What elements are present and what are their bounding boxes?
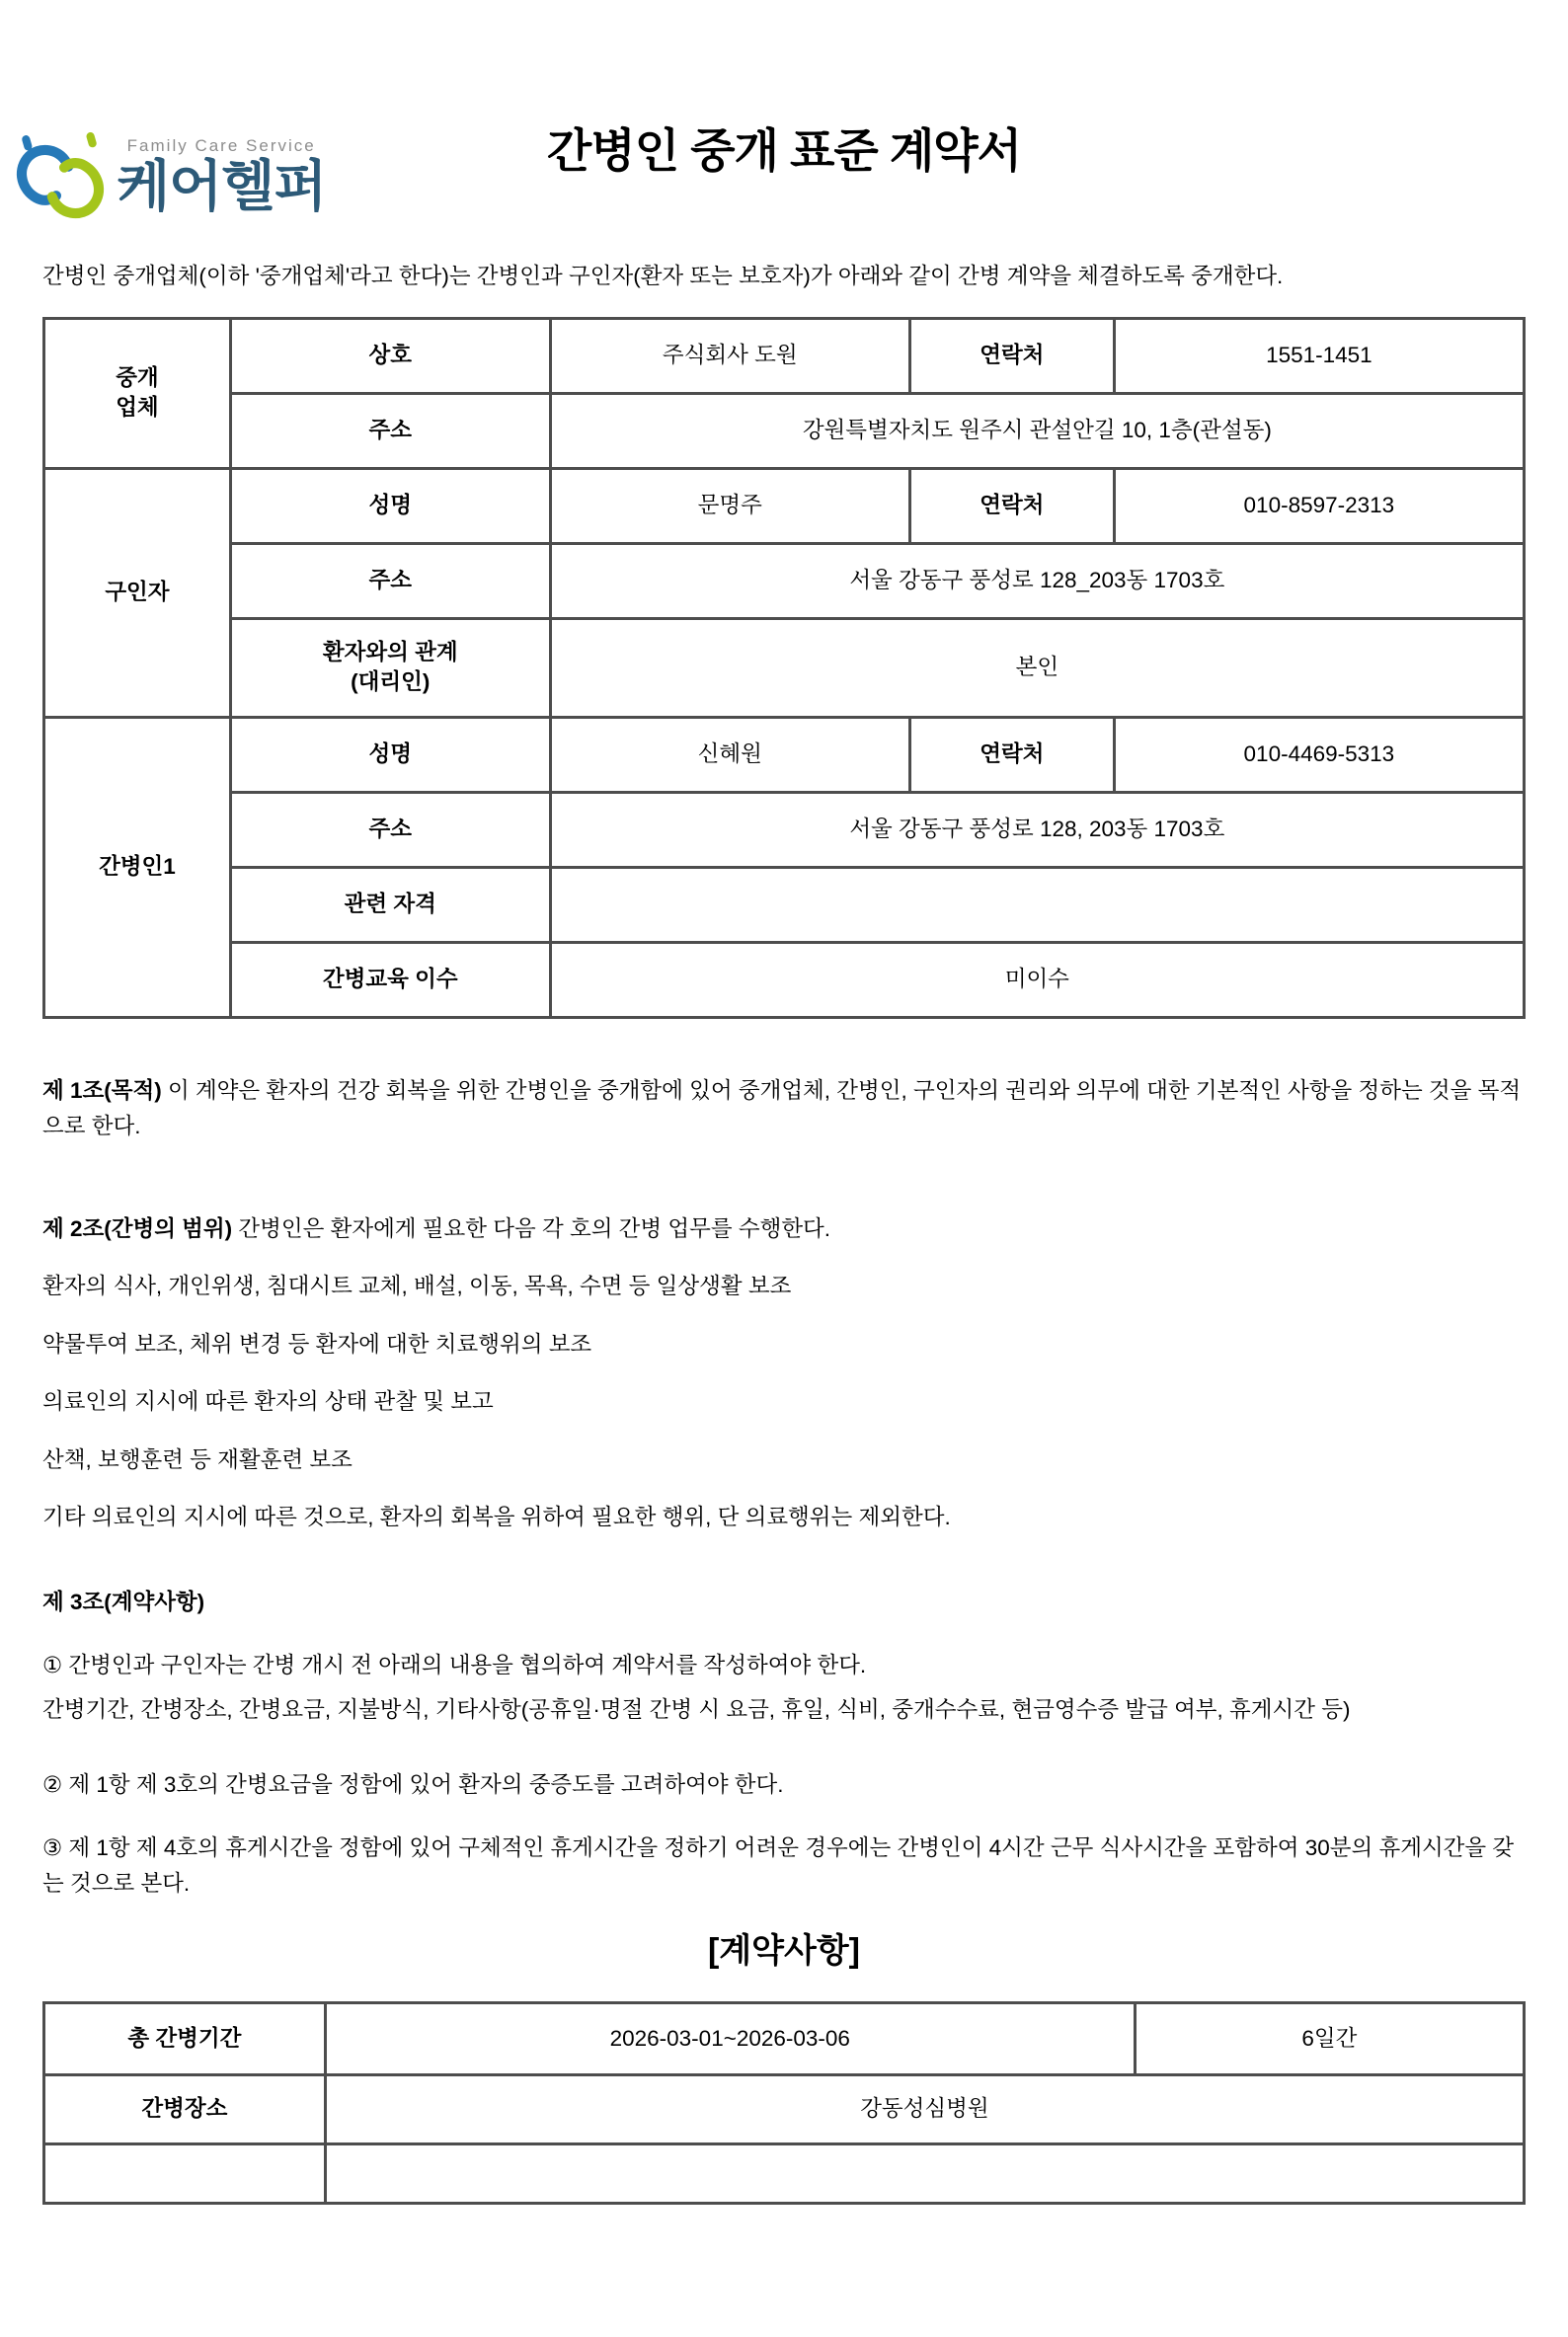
contract-section-heading: [계약사항] bbox=[707, 1931, 861, 1970]
caregiver-contact-label: 연락처 bbox=[909, 717, 1114, 792]
article-3-item-1 bbox=[42, 1643, 1526, 1732]
page-title: 간병인 중개 표준 계약서 bbox=[546, 124, 1022, 177]
article-3-item-1-detail: 간병기간, 간병장소, 간병요금, 지불방식, 기타사항(공휴일·명절 간병 시 요금, 휴일, 식비, 중개수수료, 현금영수증 발급 여부, 휴게시간 등) bbox=[42, 1696, 1351, 1722]
table-row bbox=[44, 942, 1525, 1017]
article-3-item-1-text: ① 간병인과 구인자는 간병 개시 전 아래의 내용을 협의하여 계약서를 작성하여야 한다. bbox=[42, 1652, 867, 1677]
caregiver-group-cell: 간병인1 bbox=[44, 717, 231, 1017]
client-relation-label bbox=[230, 618, 550, 717]
client-contact-label: 연락처 bbox=[909, 468, 1114, 543]
period-value: 2026-03-01~2026-03-06 bbox=[325, 2002, 1135, 2074]
caregiver-cert-value bbox=[550, 867, 1524, 942]
table-row bbox=[44, 393, 1525, 468]
period-label: 총 간병기간 bbox=[44, 2002, 326, 2074]
table-row bbox=[44, 792, 1525, 867]
article-3-item-2: ② 제 1항 제 3호의 간병요금을 정함에 있어 환자의 중증도를 고려하여야 한다. bbox=[42, 1771, 784, 1797]
article-2-item-4: 산책, 보행훈련 등 재활훈련 보조 bbox=[42, 1446, 353, 1472]
article-1 bbox=[42, 1073, 1526, 1144]
table-row bbox=[44, 318, 1525, 393]
broker-group-cell bbox=[44, 318, 231, 468]
caregiver-name-value: 신혜원 bbox=[550, 717, 909, 792]
article-2-item-2: 약물투여 보조, 체위 변경 등 환자에 대한 치료행위의 보조 bbox=[42, 1331, 592, 1357]
client-name-label: 성명 bbox=[230, 468, 550, 543]
caregiver-contact-value: 010-4469-5313 bbox=[1114, 717, 1524, 792]
next-row-label bbox=[44, 2143, 326, 2203]
table-row bbox=[44, 543, 1525, 618]
client-group-cell: 구인자 bbox=[44, 468, 231, 717]
article-3-heading: 제 3조(계약사항) bbox=[42, 1590, 205, 1614]
brand-tagline: Family Care Service bbox=[126, 136, 316, 155]
article-2-heading: 제 2조(간병의 범위) bbox=[42, 1215, 233, 1241]
brand-logo bbox=[10, 132, 326, 233]
contract-document bbox=[0, 120, 1568, 2205]
client-name-value: 문명주 bbox=[550, 468, 909, 543]
broker-bizname-value: 주식회사 도원 bbox=[550, 318, 909, 393]
relation-label-line2: (대리인) bbox=[351, 669, 431, 694]
next-row-value bbox=[325, 2143, 1524, 2203]
client-addr-label: 주소 bbox=[230, 543, 550, 618]
article-2 bbox=[42, 1211, 1526, 1247]
article-2-item-1: 환자의 식사, 개인위생, 침대시트 교체, 배설, 이동, 목욕, 수면 등 일상생활 보조 bbox=[42, 1274, 792, 1298]
broker-bizname-label: 상호 bbox=[230, 318, 550, 393]
article-2-item-5: 기타 의료인의 지시에 따른 것으로, 환자의 회복을 위하여 필요한 행위, 단 의료행위는 제외한다. bbox=[42, 1505, 951, 1529]
article-2-item-3: 의료인의 지시에 따른 환자의 상태 관찰 및 보고 bbox=[42, 1389, 494, 1414]
broker-contact-value: 1551-1451 bbox=[1114, 318, 1524, 393]
caregiver-addr-label: 주소 bbox=[230, 792, 550, 867]
table-row bbox=[44, 2002, 1525, 2074]
table-row bbox=[44, 867, 1525, 942]
broker-addr-value: 강원특별자치도 원주시 관설안길 10, 1층(관설동) bbox=[550, 393, 1524, 468]
client-contact-value: 010-8597-2313 bbox=[1114, 468, 1524, 543]
client-addr-value: 서울 강동구 풍성로 128_203동 1703호 bbox=[550, 543, 1524, 618]
broker-group-line1: 중개 bbox=[116, 365, 159, 390]
intro-paragraph: 간병인 중개업체(이하 '중개업체'라고 한다)는 간병인과 구인자(환자 또는 보호자)가 아래와 같이 간병 계약을 체결하도록 중개한다. bbox=[42, 264, 1284, 288]
table-row bbox=[44, 717, 1525, 792]
caregiver-edu-value: 미이수 bbox=[550, 942, 1524, 1017]
article-1-heading: 제 1조(목적) bbox=[42, 1077, 162, 1103]
parties-table bbox=[42, 317, 1526, 1019]
article-3-item-3: ③ 제 1항 제 4호의 휴게시간을 정함에 있어 구체적인 휴게시간을 정하기 어려운 경우에는 간병인이 4시간 근무 식사시간을 포함하여 30분의 휴게시간을 갖는 것으로 본다. bbox=[42, 1834, 1515, 1896]
place-value: 강동성심병원 bbox=[325, 2074, 1524, 2143]
relation-label-line1: 환자와의 관계 bbox=[322, 640, 458, 664]
broker-addr-label: 주소 bbox=[230, 393, 550, 468]
article-2-body: 간병인은 환자에게 필요한 다음 각 호의 간병 업무를 수행한다. bbox=[232, 1215, 831, 1241]
caregiver-edu-label: 간병교육 이수 bbox=[230, 942, 550, 1017]
table-row bbox=[44, 2074, 1525, 2143]
caregiver-addr-value: 서울 강동구 풍성로 128, 203동 1703호 bbox=[550, 792, 1524, 867]
caregiver-cert-label: 관련 자격 bbox=[230, 867, 550, 942]
contract-table bbox=[42, 2001, 1526, 2205]
place-label: 간병장소 bbox=[44, 2074, 326, 2143]
table-row bbox=[44, 618, 1525, 717]
article-1-body: 이 계약은 환자의 건강 회복을 위한 간병인을 중개함에 있어 중개업체, 간병인, 구인자의 권리와 의무에 대한 기본적인 사항을 정하는 것을 목적으로 한다. bbox=[42, 1077, 1522, 1138]
broker-group-line2: 업체 bbox=[116, 395, 159, 420]
period-duration: 6일간 bbox=[1135, 2002, 1524, 2074]
broker-contact-label: 연락처 bbox=[909, 318, 1114, 393]
heart-loops-icon bbox=[10, 132, 111, 233]
table-row bbox=[44, 468, 1525, 543]
caregiver-name-label: 성명 bbox=[230, 717, 550, 792]
table-row bbox=[44, 2143, 1525, 2203]
client-relation-value: 본인 bbox=[550, 618, 1524, 717]
brand-wordmark: 케어헬퍼 bbox=[117, 155, 327, 217]
